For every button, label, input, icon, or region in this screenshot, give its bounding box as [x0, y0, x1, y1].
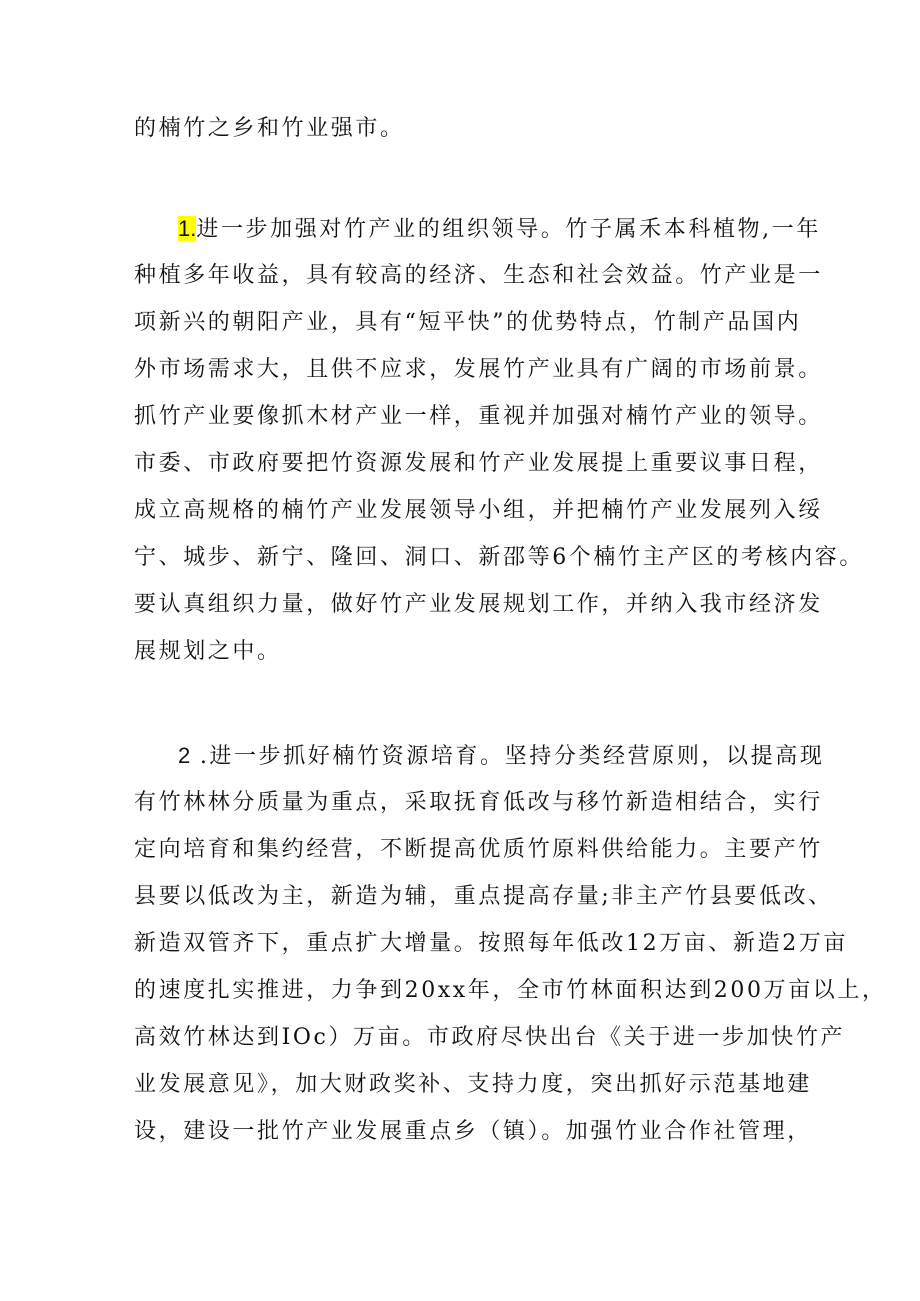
section2-line-5: 新造双管齐下，重点扩大增量。按照每年低改12万亩、新造2万亩 [134, 931, 848, 956]
section1-line-1 [178, 214, 821, 245]
section1-line-2: 种植多年收益，具有较高的经济、生态和社会效益。竹产业是一 [134, 263, 823, 288]
section1-line-5: 抓竹产业要像抓木材产业一样，重视并加强对楠竹产业的领导。 [134, 404, 823, 429]
section1-line-8: 宁、城步、新宁、隆回、洞口、新邵等6个楠竹主产区的考核内容。 [134, 545, 864, 570]
section2-line-4: 县要以低改为主，新造为辅，重点提高存量;非主产竹县要低改、 [134, 884, 833, 909]
section2-line-2: 有竹林林分质量为重点，采取抚育低改与移竹新造相结合，实行 [134, 790, 823, 815]
section2-number: 2 [178, 743, 191, 768]
section2-line-6: 的速度扎实推进，力争到20xx年，全市竹林面积达到200万亩以上， [134, 978, 887, 1003]
section1-line-3: 项新兴的朝阳产业，具有“短平快”的优势特点，竹制产品国内 [134, 310, 802, 335]
section2-line-8: 业发展意见》，加大财政奖补、支持力度，突出抓好示范基地建 [134, 1072, 812, 1097]
section1-line-7: 成立高规格的楠竹产业发展领导小组，并把楠竹产业发展列入绥 [134, 498, 823, 523]
section1-line-4: 外市场需求大，且供不应求，发展竹产业具有广阔的市场前景。 [134, 357, 823, 382]
section2-heading-text: .进一步抓好楠竹资源培育。坚持分类经营原则，以提高现 [190, 744, 825, 769]
section2-line-9: 设，建设一批竹产业发展重点乡（镇）。加强竹业合作社管理， [134, 1119, 812, 1144]
section1-number: 1. [178, 216, 197, 241]
section1-heading-text: 进一步加强对竹产业的组织领导。竹子属禾本科植物,一年 [196, 217, 821, 242]
section2-line-1 [178, 741, 824, 772]
section2-line-3: 定向培育和集约经营，不断提高优质竹原料供给能力。主要产竹 [134, 837, 823, 862]
section2-line-7: 高效竹林达到IOc）万亩。市政府尽快出台《关于进一步加快竹产 [134, 1025, 846, 1050]
section1-line-10: 展规划之中。 [134, 639, 282, 664]
section1-line-9: 要认真组织力量，做好竹产业发展规划工作，并纳入我市经济发 [134, 592, 823, 617]
section1-line-6: 市委、市政府要把竹资源发展和竹产业发展提上重要议事日程， [134, 451, 823, 476]
intro-tail-line: 的楠竹之乡和竹业强市。 [134, 116, 405, 141]
